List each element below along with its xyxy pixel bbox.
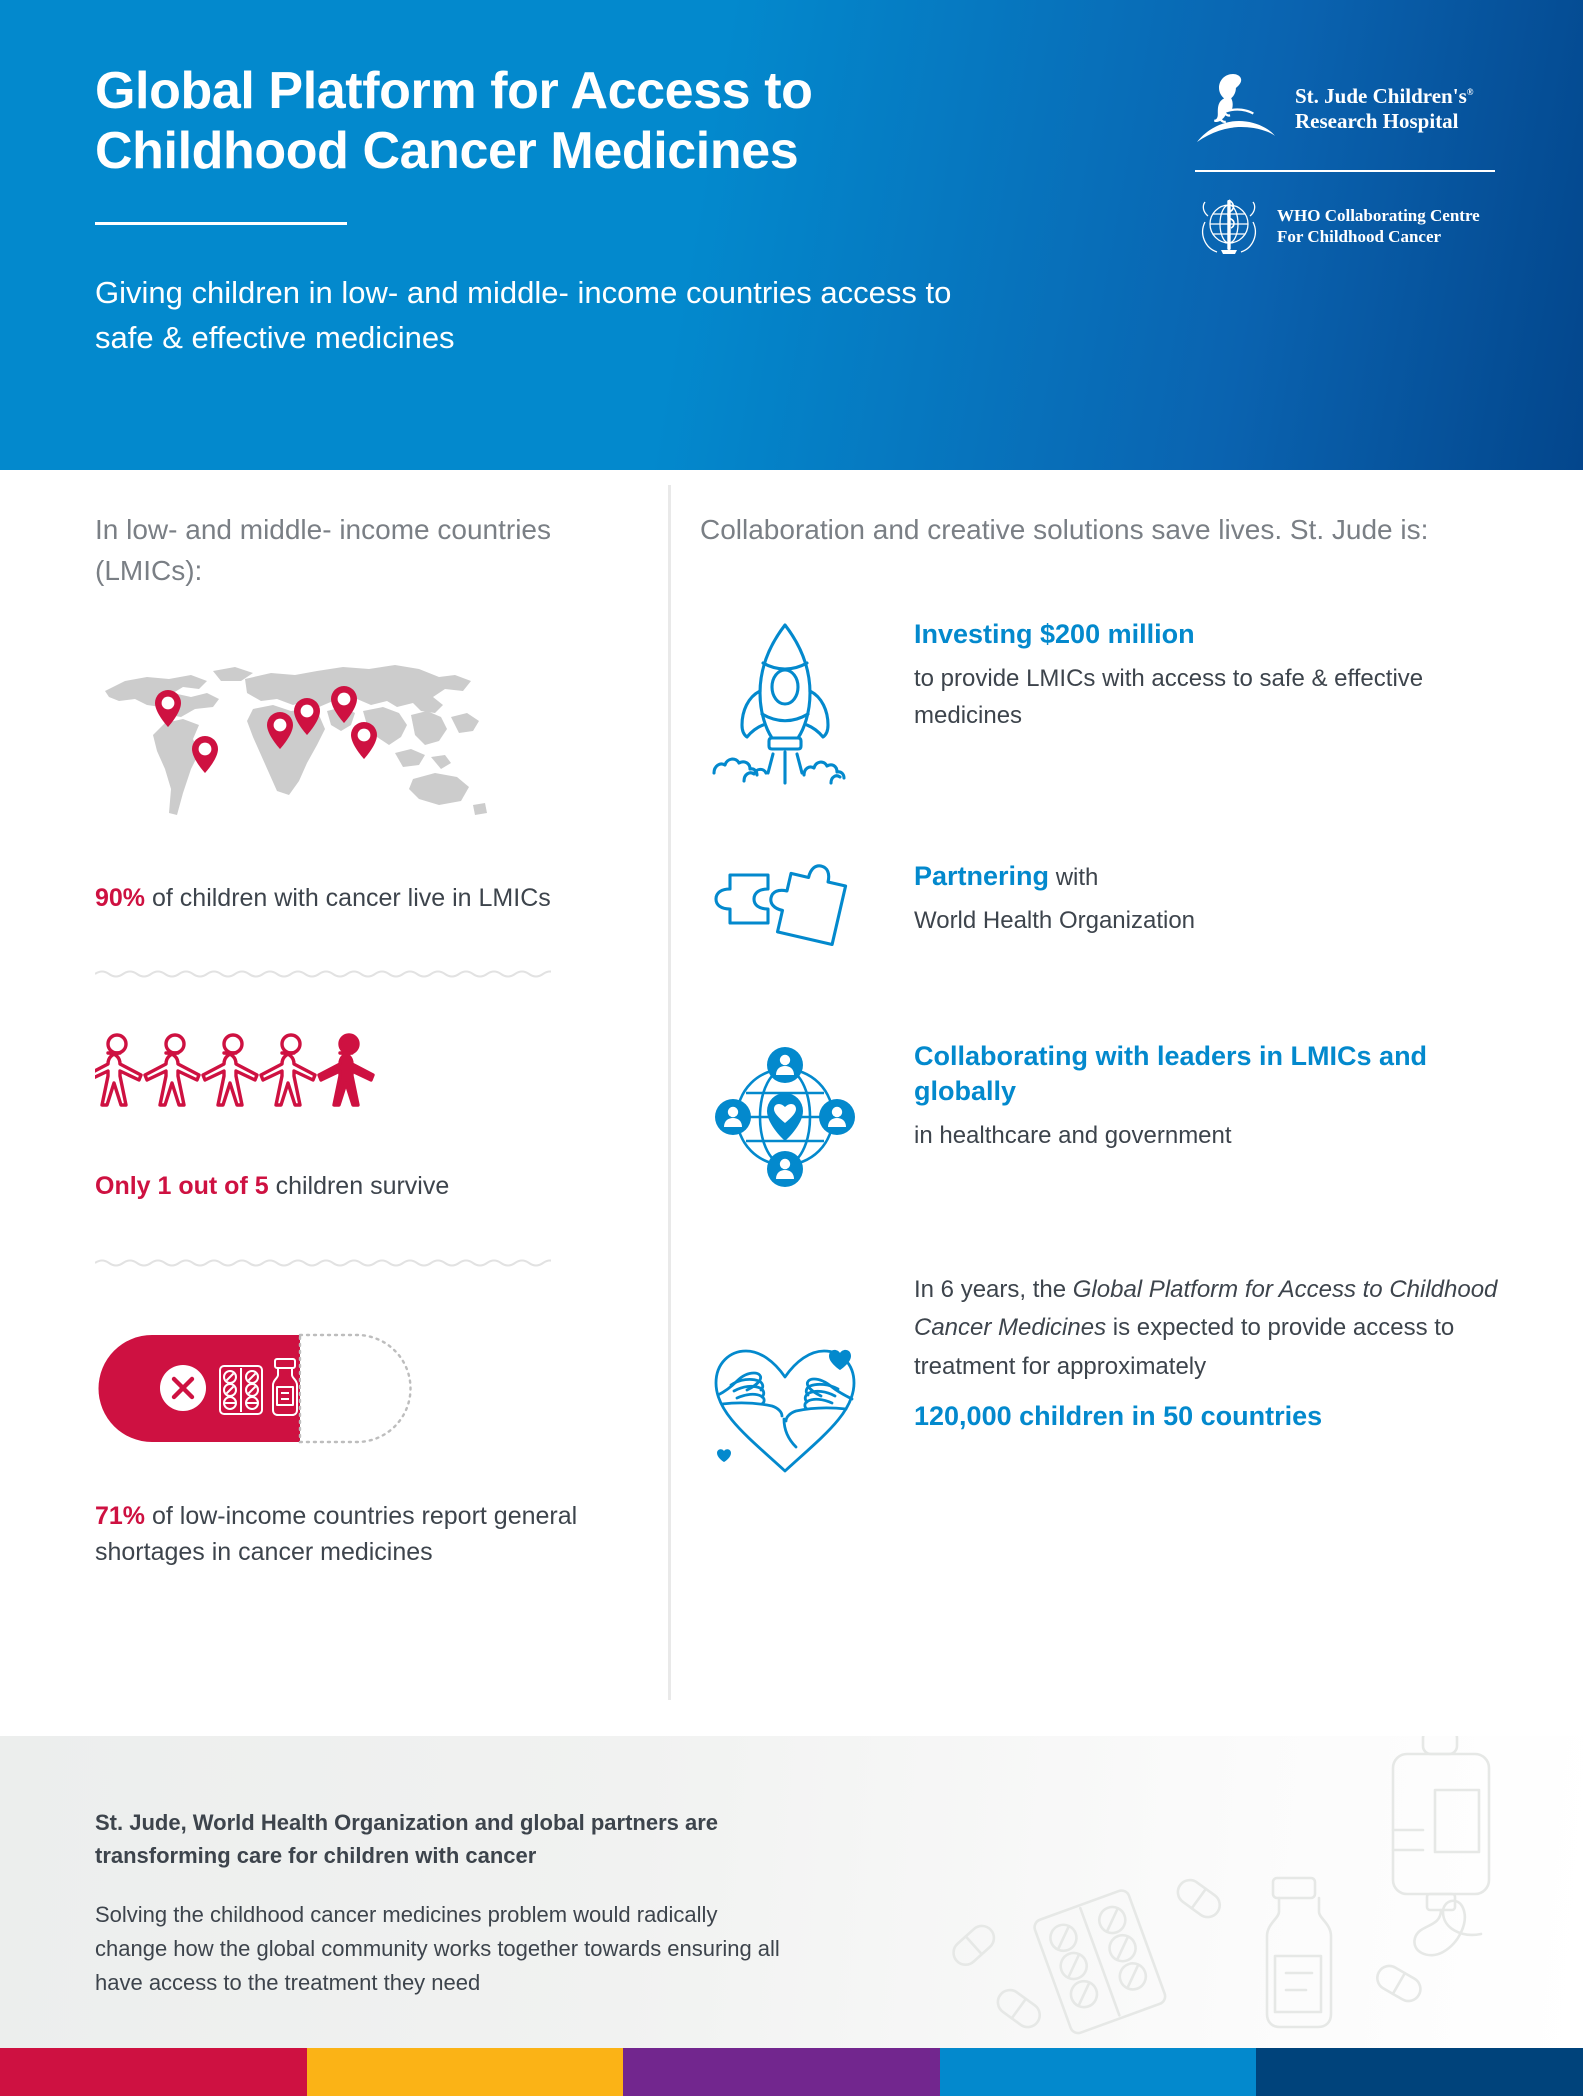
right-item-partnering-desc: World Health Organization [914, 906, 1196, 934]
page-subtitle: Giving children in low- and middle- income countries access to safe & effective medicines [95, 274, 952, 355]
right-column-heading: Collaboration and creative solutions save lives. St. Jude is: [700, 514, 1429, 545]
stjude-logo-line2: Research Hospital [1295, 109, 1459, 133]
color-bar-crimson [0, 2048, 307, 2096]
wavy-divider-1 [95, 968, 551, 980]
stat-text-lmic-share [95, 880, 625, 916]
right-item-collaborating-body [914, 1035, 1500, 1154]
right-item-investing-lead: Investing $200 million [914, 618, 1195, 649]
right-item-collaborating-lead: Collaborating with leaders in LMICs and globally [914, 1040, 1428, 1106]
stjude-logo-line1: St. Jude Children's [1295, 83, 1467, 108]
footer-body: Solving the childhood cancer medicines problem would radically change how the global community works together towards ensuring all have access to the treatment they need [95, 1902, 780, 1996]
title-underline-rule [95, 222, 347, 225]
right-item-closing [700, 1267, 1500, 1499]
closing-part1: In 6 years, the [914, 1275, 1073, 1303]
right-item-partnering-lead [914, 859, 1195, 894]
partnering-suffix: with [1049, 863, 1099, 891]
column-divider [668, 485, 671, 1700]
closing-paragraph [914, 1271, 1500, 1388]
wavy-divider-2 [95, 1257, 551, 1269]
content-area [0, 470, 1583, 1736]
right-column [700, 470, 1500, 1499]
right-item-partnering [700, 855, 1500, 975]
stjude-logo-text [1295, 84, 1473, 134]
people-1-of-5-icon [95, 1032, 385, 1116]
stat-rest-lmic-share: of children with cancer live in LMICs [145, 884, 551, 913]
puzzle-pieces-icon [700, 855, 870, 975]
logo-block [1195, 70, 1495, 260]
color-bar-purple [623, 2048, 940, 2096]
right-item-investing-body [914, 613, 1500, 734]
color-bar-blue [940, 2048, 1257, 2096]
left-column [95, 470, 625, 1570]
right-item-partnering-body [914, 855, 1195, 939]
left-column-heading: In low- and middle- income countries (LMICs): [95, 514, 551, 586]
stat-block-shortage [95, 1269, 625, 1571]
footer-color-bar [0, 2048, 1583, 2096]
page-footer [0, 1736, 1583, 2048]
stat-highlight-90: 90% [95, 884, 146, 913]
right-item-collaborating-desc: in healthcare and government [914, 1121, 1232, 1149]
right-item-collaborating [700, 1035, 1500, 1205]
stat-text-shortage [95, 1498, 625, 1571]
heart-hands-icon [700, 1267, 870, 1499]
right-item-investing [700, 613, 1500, 793]
closing-emphasis: 120,000 children in 50 countries [914, 1401, 1323, 1432]
who-logo-line1: WHO Collaborating Centre [1277, 205, 1480, 225]
stat-text-survival [95, 1168, 625, 1204]
registered-mark: ® [1466, 86, 1474, 97]
who-logo-line2: For Childhood Cancer [1277, 227, 1442, 246]
right-item-investing-desc: to provide LMICs with access to safe & effective medicines [914, 664, 1424, 729]
right-item-closing-body [914, 1267, 1500, 1436]
who-logo [1195, 192, 1495, 260]
who-logo-text [1277, 205, 1480, 248]
stat-highlight-71: 71% [95, 1501, 146, 1530]
stjude-child-mark-icon [1195, 70, 1279, 148]
color-bar-amber [307, 2048, 624, 2096]
color-bar-navy [1256, 2048, 1583, 2096]
stat-rest-shortage: of low-income countries report general shortages in cancer medicines [95, 1501, 578, 1566]
partnering-keyword: Partnering [914, 860, 1050, 891]
logo-divider [1195, 170, 1495, 172]
stat-highlight-1-of-5: Only 1 out of 5 [95, 1172, 269, 1201]
page-header [0, 0, 1583, 470]
closing-part2: is expected to provide access to treatment for approximately [914, 1314, 1455, 1381]
stat-rest-survival: children survive [268, 1172, 450, 1201]
page-title: Global Platform for Access to Childhood Cancer Medicines [95, 62, 813, 180]
globe-people-heart-icon [700, 1035, 870, 1205]
stat-block-survival [95, 980, 625, 1204]
world-map-icon [95, 653, 495, 828]
footer-title: St. Jude, World Health Organization and global partners are transforming care for children with cancer [95, 1810, 719, 1868]
stat-block-lmic-share [95, 591, 625, 916]
medicine-capsule-shortage-icon [95, 1331, 415, 1446]
closing-italic-title: Global Platform for Access to Childhood Cancer Medicines [914, 1275, 1498, 1342]
medicine-watermark-icon [943, 1736, 1583, 2048]
who-emblem-icon [1195, 192, 1263, 260]
rocket-icon [700, 613, 870, 793]
stjude-logo [1195, 70, 1495, 148]
